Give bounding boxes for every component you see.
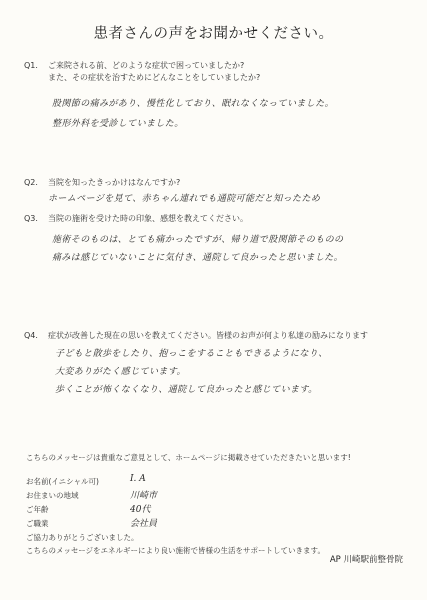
info-label: お住まいの地域 (26, 491, 79, 500)
question-text: ご来院される前、どのような症状で困っていましたか? (48, 61, 245, 70)
answer-3-line-2: 痛みは感じていないことに気付き、通院して良かったと思いました。 (52, 253, 344, 263)
info-label: お名前(イニシャル可) (26, 477, 99, 486)
question-number: Q1. (24, 61, 38, 70)
info-row-name (26, 476, 286, 487)
info-value: 川崎市 (130, 491, 158, 501)
question-3 (24, 213, 248, 225)
info-value: I. A (130, 474, 146, 484)
answer-2-line-1: ホームページを見て、赤ちゃん連れでも通院可能だと知ったため (48, 194, 321, 204)
publish-notice: こちらのメッセージは貴重なご意見として、ホームページに掲載させていただきたいと思います! (26, 453, 351, 462)
question-1 (24, 60, 260, 84)
answer-4-line-3: 歩くことが怖くなくなり、通院して良かったと感じています。 (55, 385, 318, 395)
page-title: 患者さんの声をお聞かせください。 (93, 26, 334, 42)
info-row-job (26, 518, 286, 529)
info-label: ご職業 (26, 519, 49, 528)
question-number: Q4. (24, 331, 38, 340)
question-text: 当院の施術を受けた時の印象、感想を教えてください。 (48, 214, 248, 223)
answer-1-line-2: 整形外科を受診していました。 (52, 119, 184, 129)
info-value: 40代 (130, 505, 151, 515)
info-row-area (26, 490, 286, 501)
question-text: 当院を知ったきっかけはなんですか? (48, 178, 181, 187)
question-number: Q3. (24, 214, 38, 223)
question-2 (24, 177, 180, 189)
info-value: 会社員 (130, 519, 158, 529)
answer-4-line-2: 大変ありがたく感じています。 (55, 367, 186, 377)
answer-4-line-1: 子どもと散歩をしたり、抱っこをすることもできるようになり、 (55, 349, 328, 359)
thanks-text: ご協力ありがとうございました。 (26, 533, 139, 542)
closing-text: こちらのメッセージをエネルギーにより良い施術で皆様の生活をサポートしていきます。 (26, 546, 325, 555)
question-4 (24, 330, 368, 342)
answer-3-line-1: 施術そのものは、とても痛かったですが、帰り道で股関節そのものの (52, 235, 344, 245)
info-row-age (26, 504, 286, 515)
info-label: ご年齢 (26, 505, 49, 514)
question-number: Q2. (24, 178, 38, 187)
question-text: 症状が改善した現在の思いを教えてください。皆様のお声が何より私達の励みになります (48, 331, 368, 340)
answer-1-line-1: 股関節の痛みがあり、慢性化しており、眠れなくなっていました。 (52, 99, 335, 109)
question-text: また、その症状を治すためにどんなことをしていましたか? (48, 73, 261, 82)
clinic-name: AP 川崎駅前整骨院 (329, 555, 403, 565)
